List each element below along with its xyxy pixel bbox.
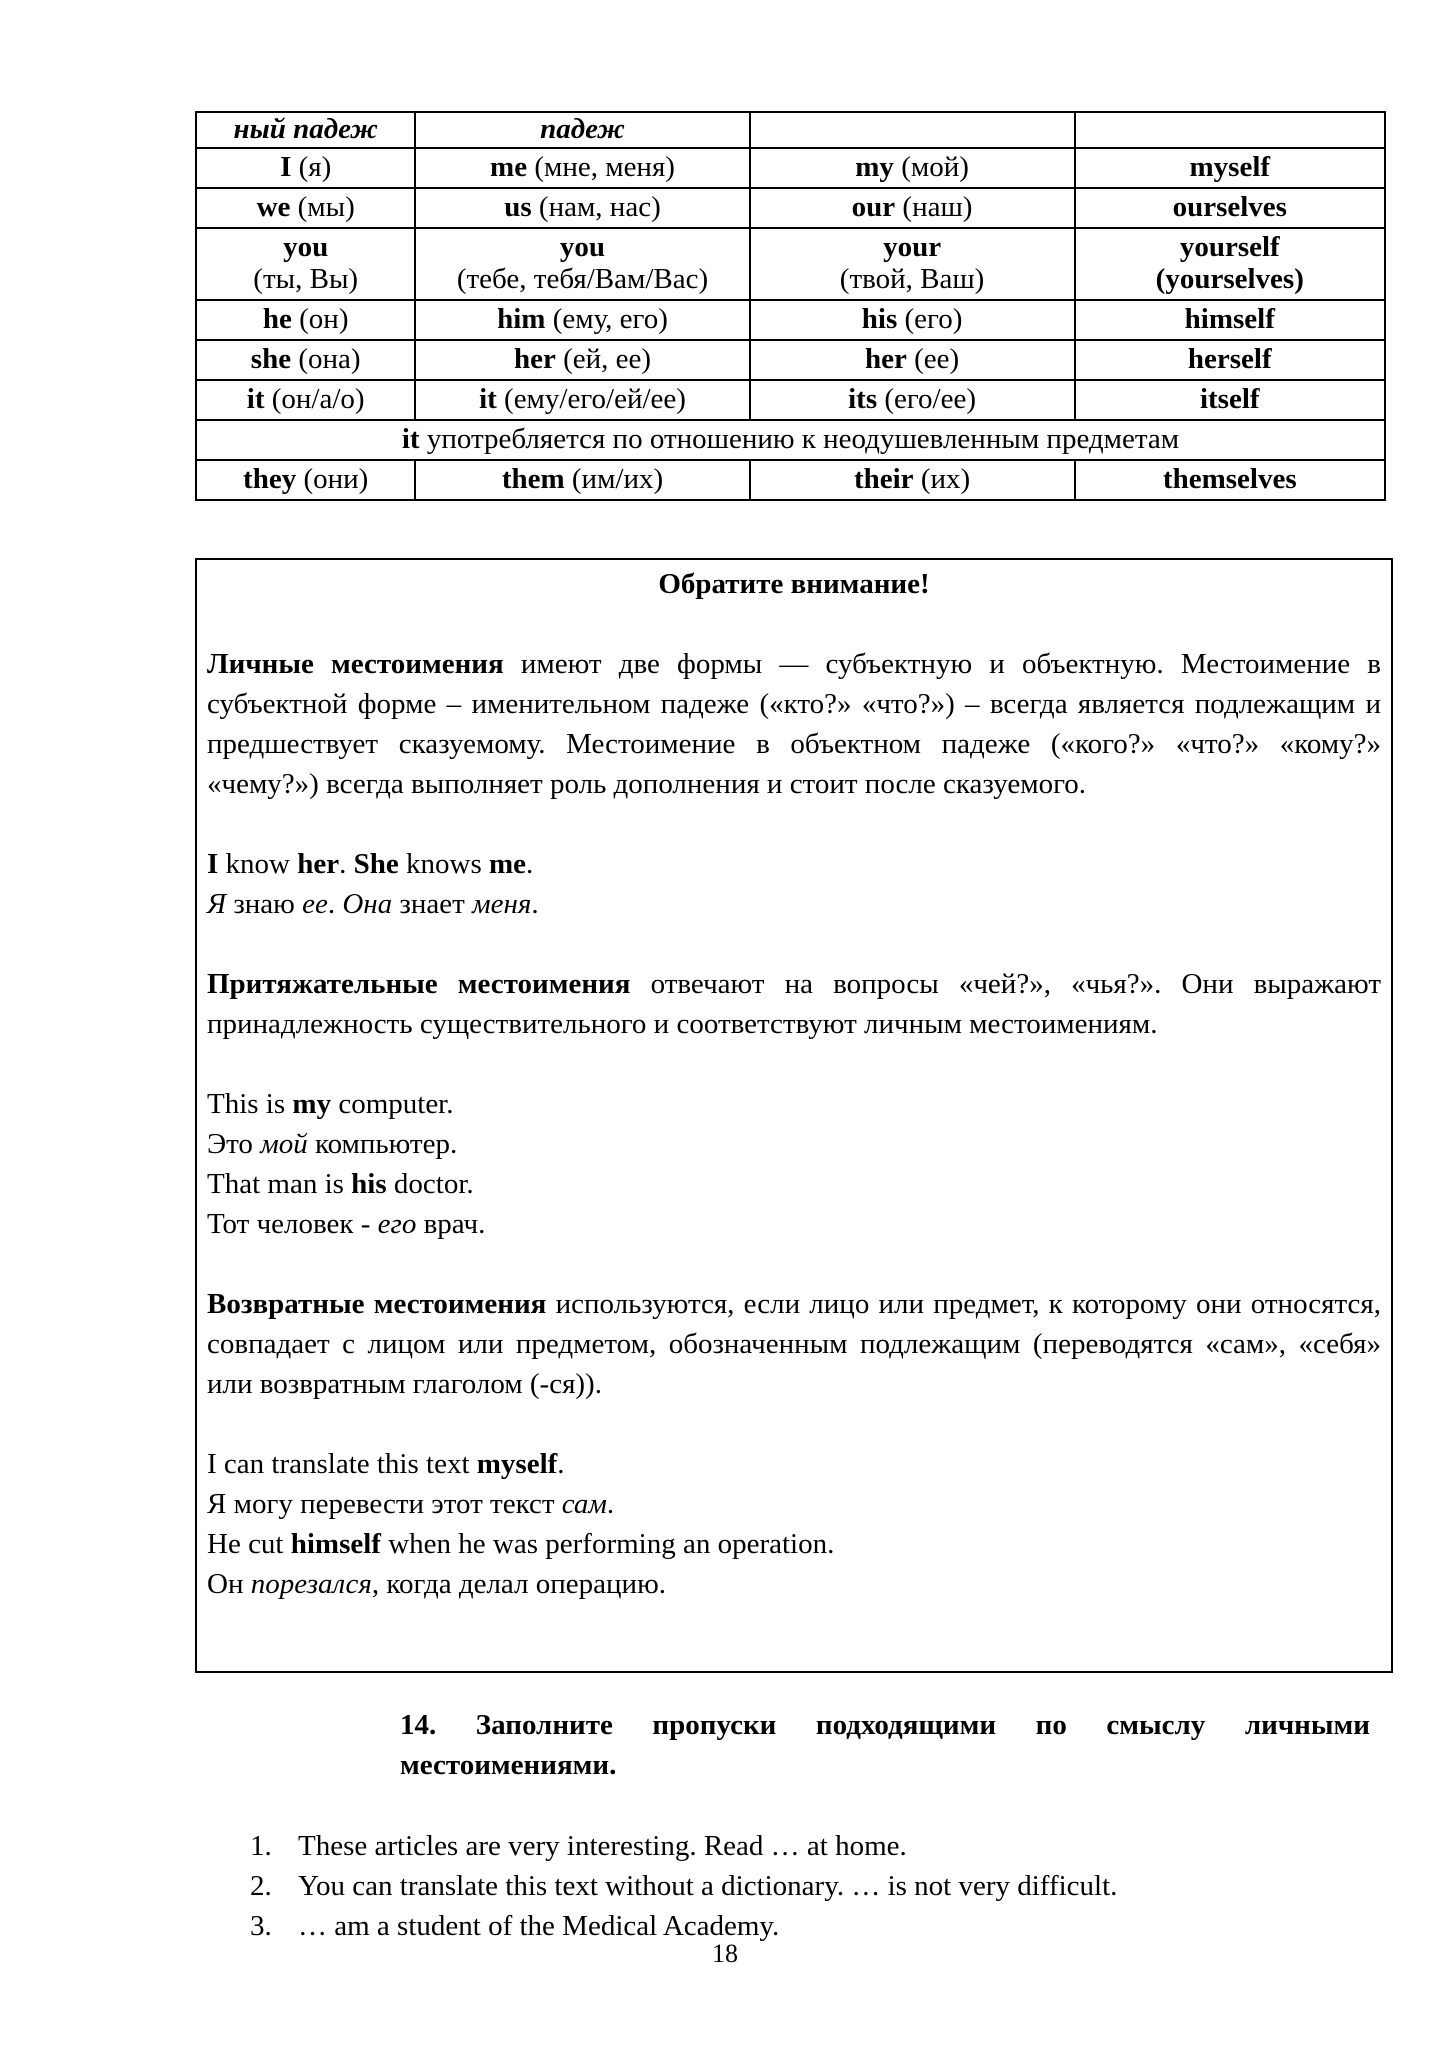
term-reflexive-pronouns: Возвратные местоимения <box>207 1288 547 1320</box>
example-line <box>207 1124 1381 1164</box>
example-text: . <box>557 1448 565 1480</box>
pronoun-form: her <box>513 343 556 375</box>
example-text: Тот человек - <box>207 1208 378 1240</box>
exercise-title: 14. Заполните пропуски подходящими по смыслу личными местоимениями. <box>400 1709 1370 1781</box>
table-cell <box>750 460 1075 500</box>
example-word: знает <box>392 888 473 920</box>
table-cell <box>196 188 415 228</box>
pronoun-form: herself <box>1187 343 1272 375</box>
example-word: меня <box>472 888 532 920</box>
example-text: Он <box>207 1568 251 1600</box>
pronoun-translation: (им/их) <box>564 463 664 495</box>
item-text: These articles are very interesting. Read … at home. <box>298 1830 907 1862</box>
example-text: Это <box>207 1128 261 1160</box>
pronoun-form: it <box>246 383 265 415</box>
table-cell <box>415 300 749 340</box>
example-pronoun: его <box>377 1208 417 1240</box>
example-word: Я <box>207 888 227 920</box>
example-word: . <box>531 888 539 920</box>
pronoun-translation: (он/а/о) <box>264 383 365 415</box>
table-cell <box>1075 380 1385 420</box>
exercise-list <box>250 1826 1380 1946</box>
example-text: This is <box>207 1088 293 1120</box>
example-line <box>207 1164 1381 1204</box>
example-line <box>207 1084 1381 1124</box>
example-word: . <box>327 888 343 920</box>
pronoun-form: your <box>883 231 942 263</box>
example-text: I can translate this text <box>207 1448 477 1480</box>
pronoun-translation: (они) <box>296 463 369 495</box>
pronoun-form: him <box>497 303 546 335</box>
pronoun-translation: (их) <box>913 463 971 495</box>
table-cell <box>1075 188 1385 228</box>
note-box <box>195 558 1393 1673</box>
table-cell <box>750 300 1075 340</box>
pronoun-form: I <box>280 151 292 183</box>
term-possessive-pronouns: Притяжательные местоимения <box>207 968 631 1000</box>
table-cell <box>750 380 1075 420</box>
reflexive-examples <box>207 1444 1381 1604</box>
pronoun-translation: (тебе, тебя/Вам/Вас) <box>456 263 709 295</box>
table-cell <box>415 228 749 300</box>
item-text: … am a student of the Medical Academy. <box>298 1910 780 1942</box>
table-cell <box>196 340 415 380</box>
pronoun-form: we <box>256 191 291 223</box>
pronoun-form: you <box>283 231 329 263</box>
example-text: , когда делал операцию. <box>371 1568 666 1600</box>
pronoun-form: yourself <box>1179 231 1280 263</box>
table-cell <box>1075 228 1385 300</box>
pronoun-form: us <box>504 191 532 223</box>
example-text: That man is <box>207 1168 352 1200</box>
example-text: when he was performing an operation. <box>380 1528 835 1560</box>
table-cell <box>415 340 749 380</box>
example-word: knows <box>398 848 489 880</box>
term-personal-pronouns: Личные местоимения <box>207 648 504 680</box>
table-cell <box>415 460 749 500</box>
table-row <box>196 460 1385 500</box>
example-pronoun: his <box>351 1168 387 1200</box>
example-pronoun: порезался <box>250 1568 372 1600</box>
table-cell <box>196 460 415 500</box>
example-text: doctor. <box>386 1168 474 1200</box>
example-word: her <box>297 848 340 880</box>
pronoun-form: he <box>262 303 292 335</box>
example-pronoun: my <box>292 1088 332 1120</box>
table-row <box>196 188 1385 228</box>
pronoun-translation: (мой) <box>893 151 969 183</box>
table-note-row <box>196 420 1385 460</box>
table-cell <box>750 148 1075 188</box>
table-cell <box>415 148 749 188</box>
table-row <box>196 340 1385 380</box>
example-word: me <box>489 848 527 880</box>
pronoun-translation: (его) <box>897 303 963 335</box>
item-text: You can translate this text without a dictionary. … is not very difficult. <box>298 1870 1118 1902</box>
list-item <box>250 1866 1380 1906</box>
example-word: ее <box>302 888 328 920</box>
pronoun-translation: (я) <box>291 151 332 183</box>
pronoun-form: his <box>861 303 898 335</box>
example-word: . <box>339 848 354 880</box>
pronoun-translation: (его/ее) <box>877 383 977 415</box>
example-line <box>207 1444 1381 1484</box>
example-text: computer. <box>331 1088 454 1120</box>
pronoun-form: myself <box>1189 151 1271 183</box>
table-cell <box>750 188 1075 228</box>
header-cell <box>750 112 1075 148</box>
pronoun-table <box>195 111 1386 501</box>
table-cell <box>750 228 1075 300</box>
example-english <box>207 844 1381 884</box>
pronoun-translation: (нам, нас) <box>531 191 661 223</box>
table-cell <box>196 148 415 188</box>
pronoun-form: it <box>401 423 420 455</box>
pronoun-form: them <box>501 463 565 495</box>
table-row <box>196 148 1385 188</box>
table-cell <box>750 340 1075 380</box>
pronoun-form: himself <box>1184 303 1275 335</box>
header-cell: ный падеж <box>196 112 415 148</box>
pronoun-form: its <box>848 383 878 415</box>
pronoun-translation: (она) <box>291 343 361 375</box>
paragraph-text: имеют две формы — субъектную и объектную. Местоимение в субъектной форме – именительном падеже («кто?» «что?») – всегда является подлежащим и предшествует сказуемому. Местоимение в объектном падеже («кого?» «что?» «кому?» «чему?») всегда выполняет роль дополнения и стоит после сказуемого. <box>207 648 1381 800</box>
pronoun-translation: (ему, его) <box>545 303 668 335</box>
table-cell <box>196 380 415 420</box>
pronoun-form: she <box>250 343 292 375</box>
possessive-examples <box>207 1084 1381 1244</box>
table-cell <box>196 228 415 300</box>
pronoun-translation: (ей, ее) <box>555 343 652 375</box>
example-word: . <box>526 848 534 880</box>
example-pronoun: сам <box>561 1488 607 1520</box>
pronoun-translation: (твой, Ваш) <box>839 263 985 295</box>
example-text: врач. <box>416 1208 486 1240</box>
pronoun-translation: (наш) <box>895 191 973 223</box>
pronoun-translation: (ты, Вы) <box>253 263 359 295</box>
example-word: know <box>218 848 298 880</box>
example-word: Она <box>342 888 393 920</box>
table-row <box>196 228 1385 300</box>
example-russian <box>207 884 1381 924</box>
pronoun-translation: (ему/его/ей/ее) <box>496 383 686 415</box>
pronoun-form: itself <box>1199 383 1260 415</box>
table-cell <box>415 380 749 420</box>
table-cell <box>1075 300 1385 340</box>
item-number: 1. <box>250 1830 272 1862</box>
table-cell <box>196 300 415 340</box>
table-cell <box>1075 340 1385 380</box>
example-word: I <box>207 848 219 880</box>
table-cell <box>415 188 749 228</box>
example-pronoun: myself <box>476 1448 558 1480</box>
table-cell <box>1075 460 1385 500</box>
list-item <box>250 1826 1380 1866</box>
page-number: 18 <box>712 1939 738 1968</box>
pronoun-translation: (мне, меня) <box>527 151 675 183</box>
pronoun-form: our <box>851 191 896 223</box>
pronoun-form: ourselves <box>1172 191 1287 223</box>
header-cell <box>1075 112 1385 148</box>
table-row <box>196 380 1385 420</box>
pronoun-translation: (yourselves) <box>1155 263 1304 295</box>
example-text: He cut <box>207 1528 291 1560</box>
header-cell: падеж <box>415 112 749 148</box>
pronoun-form: my <box>855 151 894 183</box>
pronoun-translation: (ее) <box>906 343 960 375</box>
pronoun-form: me <box>490 151 528 183</box>
example-text: . <box>606 1488 615 1520</box>
table-header-row <box>196 112 1385 148</box>
pronoun-form: you <box>559 231 606 263</box>
pronoun-translation: (мы) <box>290 191 355 223</box>
paragraph-text: отвечают на вопросы «чей?», «чья?». Они выражают принадлежность существительного и соответствуют личным местоимениям. <box>207 968 1382 1040</box>
example-pronoun: мой <box>260 1128 308 1160</box>
note-title: Обратите внимание! <box>658 568 930 600</box>
example-line <box>207 1564 1381 1604</box>
paragraph-reflexive-pronouns <box>207 1284 1381 1404</box>
pronoun-form: their <box>853 463 914 495</box>
table-cell <box>1075 148 1385 188</box>
table-note-cell <box>196 420 1385 460</box>
item-number: 3. <box>250 1910 272 1942</box>
example-line <box>207 1524 1381 1564</box>
pronoun-form: they <box>243 463 297 495</box>
pronoun-translation: (он) <box>291 303 349 335</box>
paragraph-text: используются, если лицо или предмет, к которому они относятся, совпадает с лицом или предметом, обозначенным подлежащим (переводятся «сам», «себя» или возвратным глаголом (-ся)). <box>207 1288 1381 1400</box>
example-word: знаю <box>226 888 303 920</box>
example-text: Я могу перевести этот текст <box>207 1488 562 1520</box>
note-text: употребляется по отношению к неодушевленным предметам <box>419 423 1180 455</box>
item-number: 2. <box>250 1870 272 1902</box>
paragraph-possessive-pronouns <box>207 964 1381 1044</box>
pronoun-form: themselves <box>1162 463 1297 495</box>
example-text: компьютер. <box>307 1128 458 1160</box>
table-row <box>196 300 1385 340</box>
example-pronoun: himself <box>290 1528 381 1560</box>
paragraph-personal-pronouns <box>207 644 1381 804</box>
example-word: She <box>353 848 399 880</box>
example-line <box>207 1484 1381 1524</box>
pronoun-form: it <box>479 383 497 415</box>
pronoun-form: her <box>864 343 907 375</box>
example-line <box>207 1204 1381 1244</box>
